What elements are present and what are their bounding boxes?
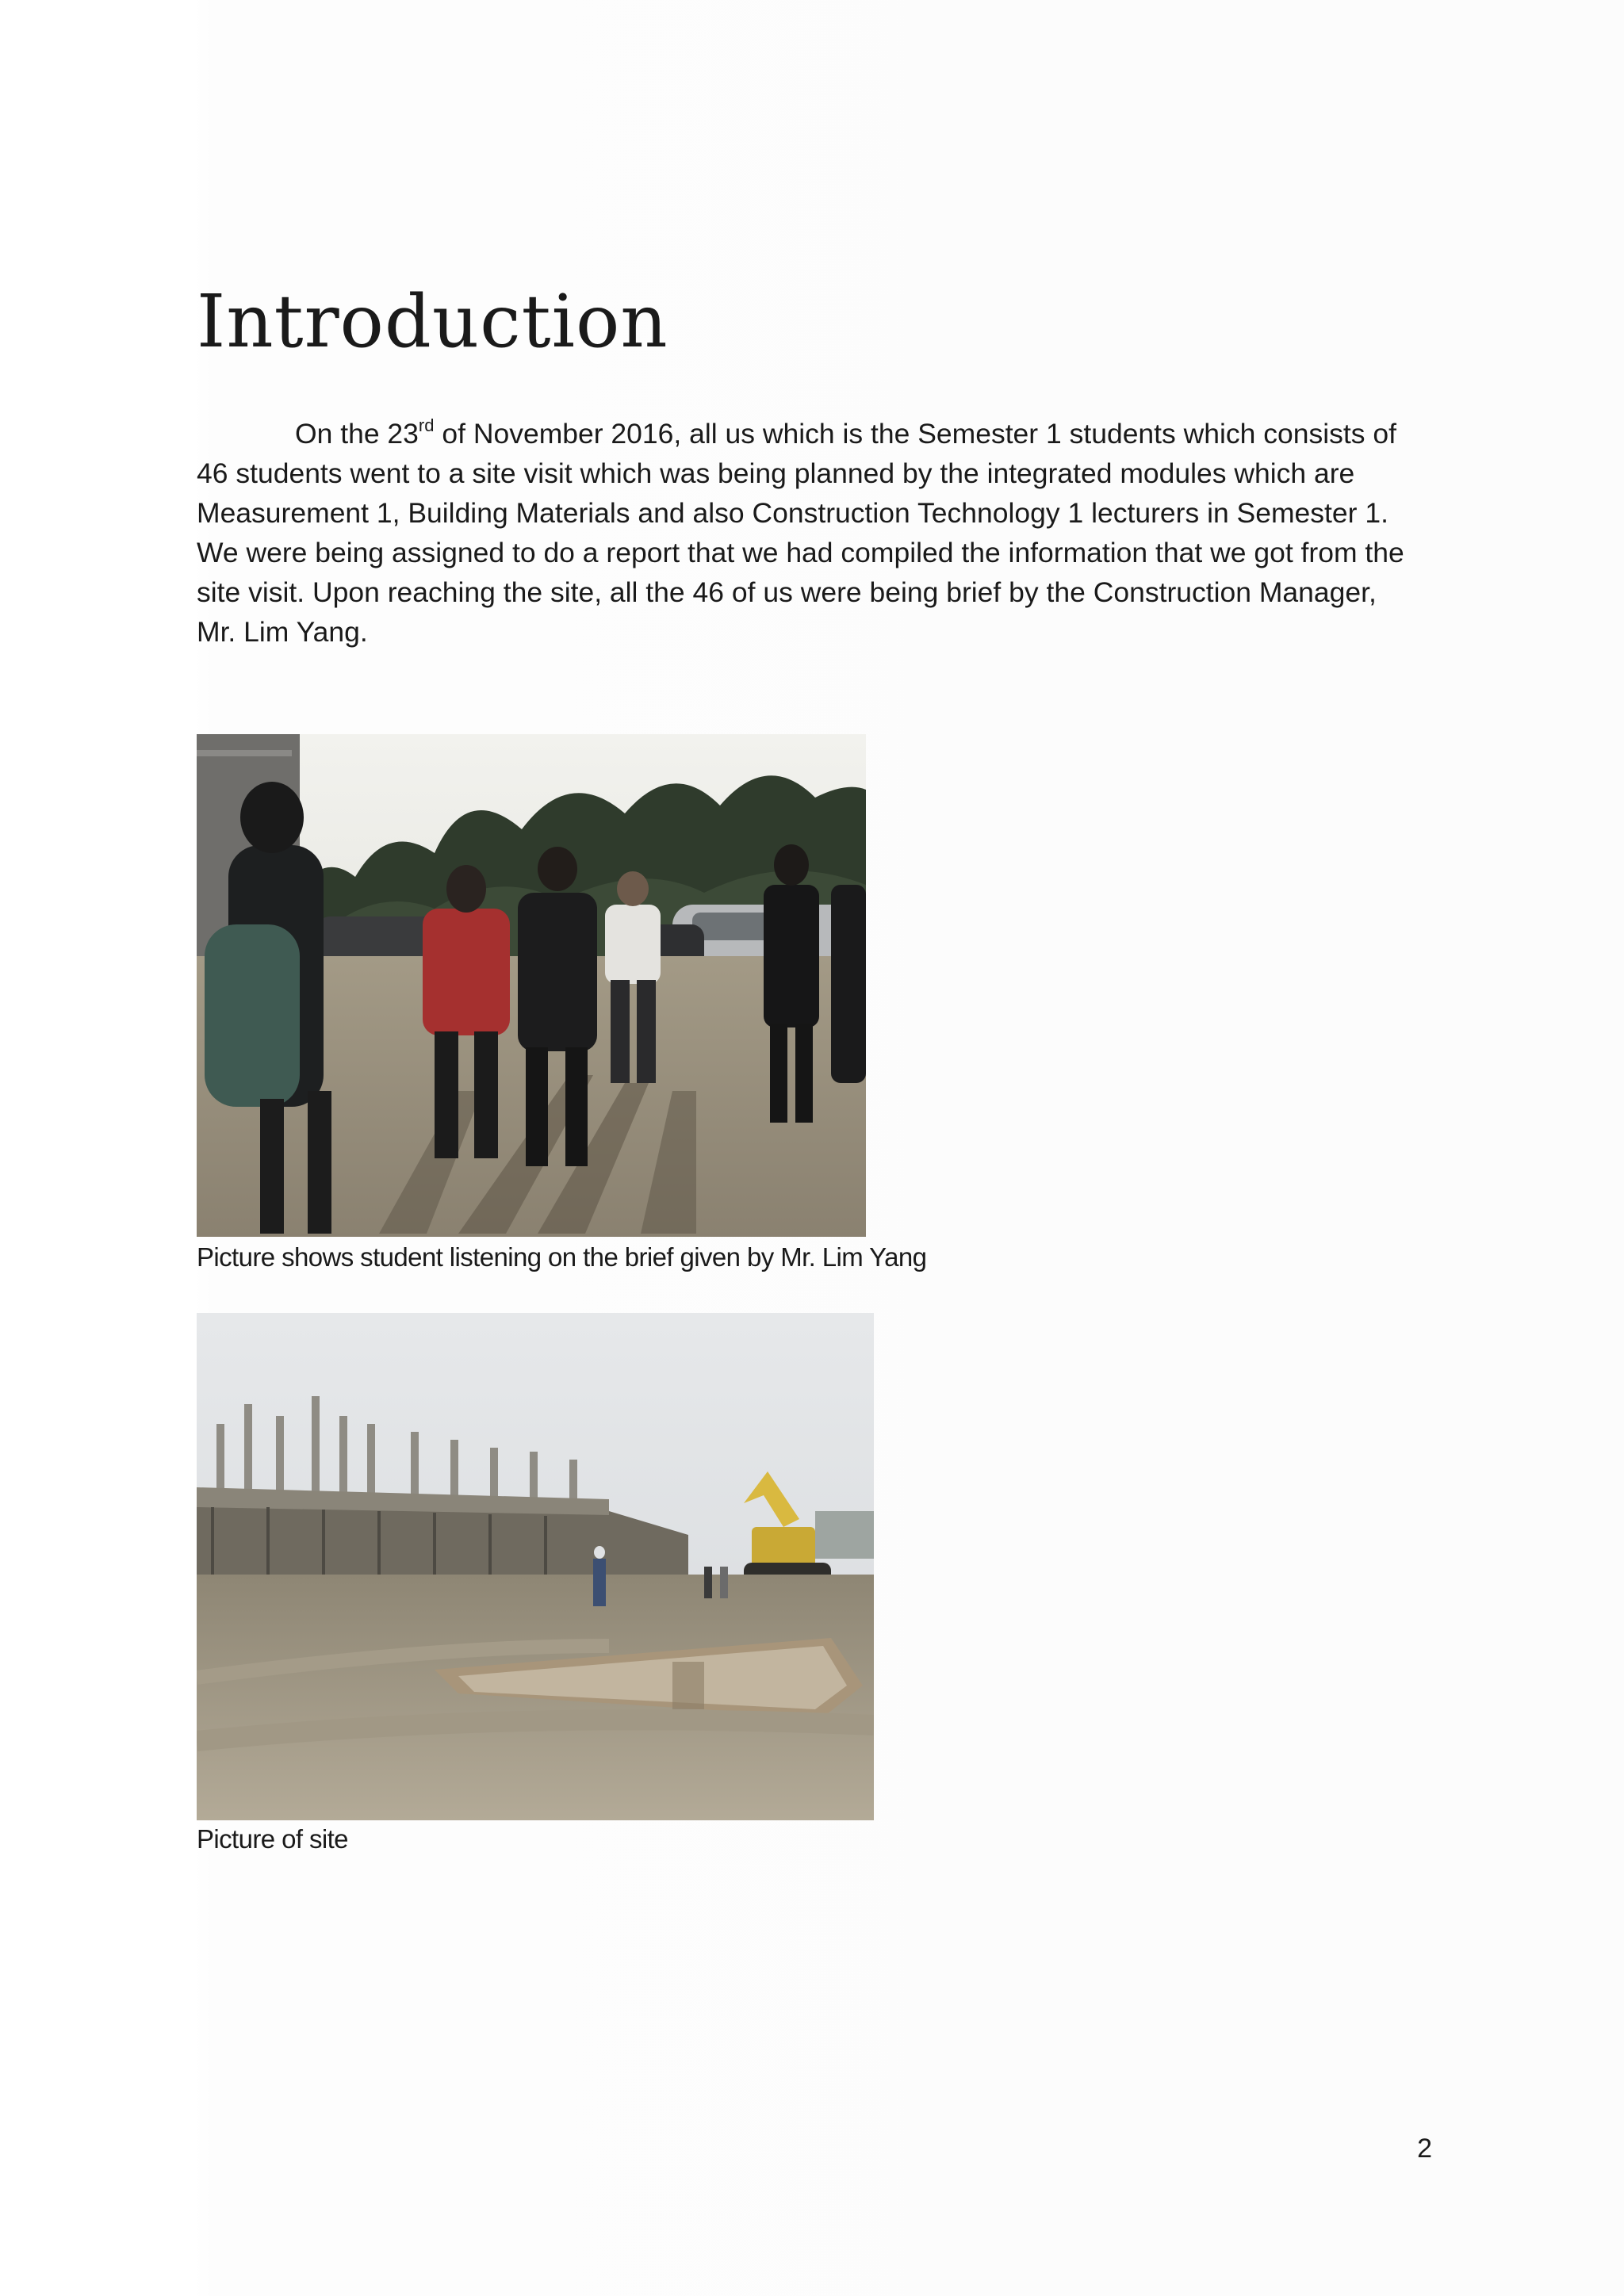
photo-students-briefing-illustration: [197, 734, 866, 1237]
photo-caption-2: Picture of site: [197, 1824, 348, 1854]
intro-text-part2: of November 2016, all us which is the Semester 1 students which consists of 46 students went to a site visit which was being planned by the integrated modules which are Measurement 1, Building Materials and also Construction Technology 1 lecturers in Semester 1. We were being assigned to do a report that we had compiled the information that we got from the site visit. Upon reaching the site, all the 46 of us were being brief by the Construction Manager, Mr. Lim Yang.: [197, 418, 1404, 648]
intro-paragraph: [197, 414, 1418, 652]
photo-construction-site: [197, 1313, 874, 1820]
photo-students-briefing: [197, 734, 866, 1237]
page-heading: Introduction: [197, 279, 668, 364]
intro-text-part1: On the 23: [295, 418, 419, 450]
page-number: 2: [1417, 2133, 1432, 2164]
intro-superscript: rd: [418, 415, 435, 436]
photo-caption-1: Picture shows student listening on the brief given by Mr. Lim Yang: [197, 1242, 927, 1272]
photo-construction-site-illustration: [197, 1313, 874, 1820]
